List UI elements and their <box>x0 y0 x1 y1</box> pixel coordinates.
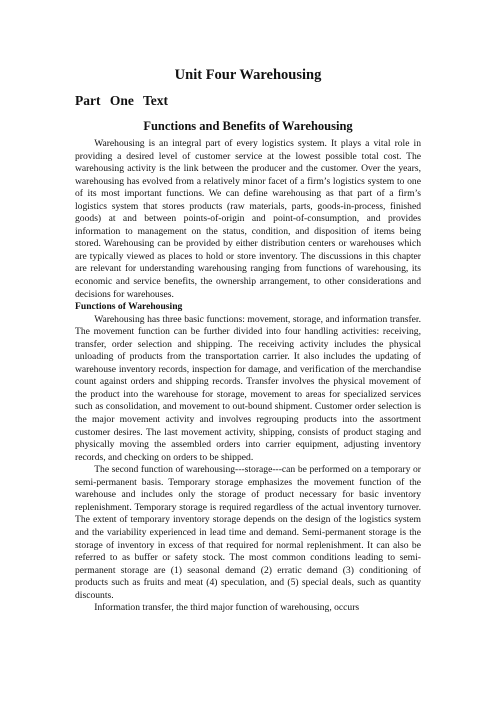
part-heading: Part One Text <box>75 93 168 108</box>
document-body <box>75 138 421 615</box>
paragraph-storage: The second function of warehousing---storage---can be performed on a temporary or semi-permanent basis. Temporary storage emphasizes the movement function of the warehouse and includes only the storage of product necessary for basic inventory replenishment. Temporary storage is required regardless of the actual inventory turnover. The extent of temporary inventory storage depends on the design of the logistics system and the variability experienced in lead time and demand. Semi-permanent storage is the storage of inventory in excess of that required for normal replenishment. It can also be referred to as buffer or safety stock. The most common conditions leading to semi-permanent storage are (1) seasonal demand (2) erratic demand (3) conditioning of products such as fruits and meat (4) speculation, and (5) special deals, such as quantity discounts. <box>75 464 421 601</box>
paragraph-information: Information transfer, the third major function of warehousing, occurs <box>94 602 360 614</box>
paragraph-movement: Warehousing has three basic functions: movement, storage, and information transfer. The movement function can be further divided into four handling activities: receiving, transfer, order selection and shipping. The receiving activity includes the physical unloading of products from the transportation carrier. It also includes the updating of warehouse inventory records, inspection for damage, and verification of the merchandise count against orders and shipping records. Transfer involves the physical movement of the product into the warehouse for storage, movement to areas for specialized services such as consolidation, and movement to out-bound shipment. Customer order selection is the major movement activity and involves regrouping products into the assortment customer desires. The last movement activity, shipping, consists of product staging and physically moving the assembled orders into carrier equipment, adjusting inventory records, and checking on orders to be shipped. <box>75 313 421 463</box>
subheading-functions: Functions of Warehousing <box>75 301 183 313</box>
section-title: Functions and Benefits of Warehousing <box>143 119 353 133</box>
document-title: Unit Four Warehousing <box>174 67 322 83</box>
paragraph-intro: Warehousing is an integral part of every logistics system. It plays a vital role in providing a desired level of customer service at the lowest possible total cost. The warehousing activity is the link between the producer and the customer. Over the years, warehousing has evolved from a relatively minor facet of a firm’s logistics system to one of its most important functions. We can define warehousing as that part of a firm’s logistics system that stores products (raw materials, parts, goods-in-process, finished goods) at and between points-of-origin and point-of-consumption, and provides information to management on the status, condition, and disposition of items being stored. Warehousing can be provided by either distribution centers or warehouses which are typically viewed as places to hold or store inventory. The discussions in this chapter are relevant for understanding warehousing ranging from functions of warehousing, its economic and service benefits, the ownership arrangement, to other considerations and decisions for warehouses. <box>75 138 421 300</box>
